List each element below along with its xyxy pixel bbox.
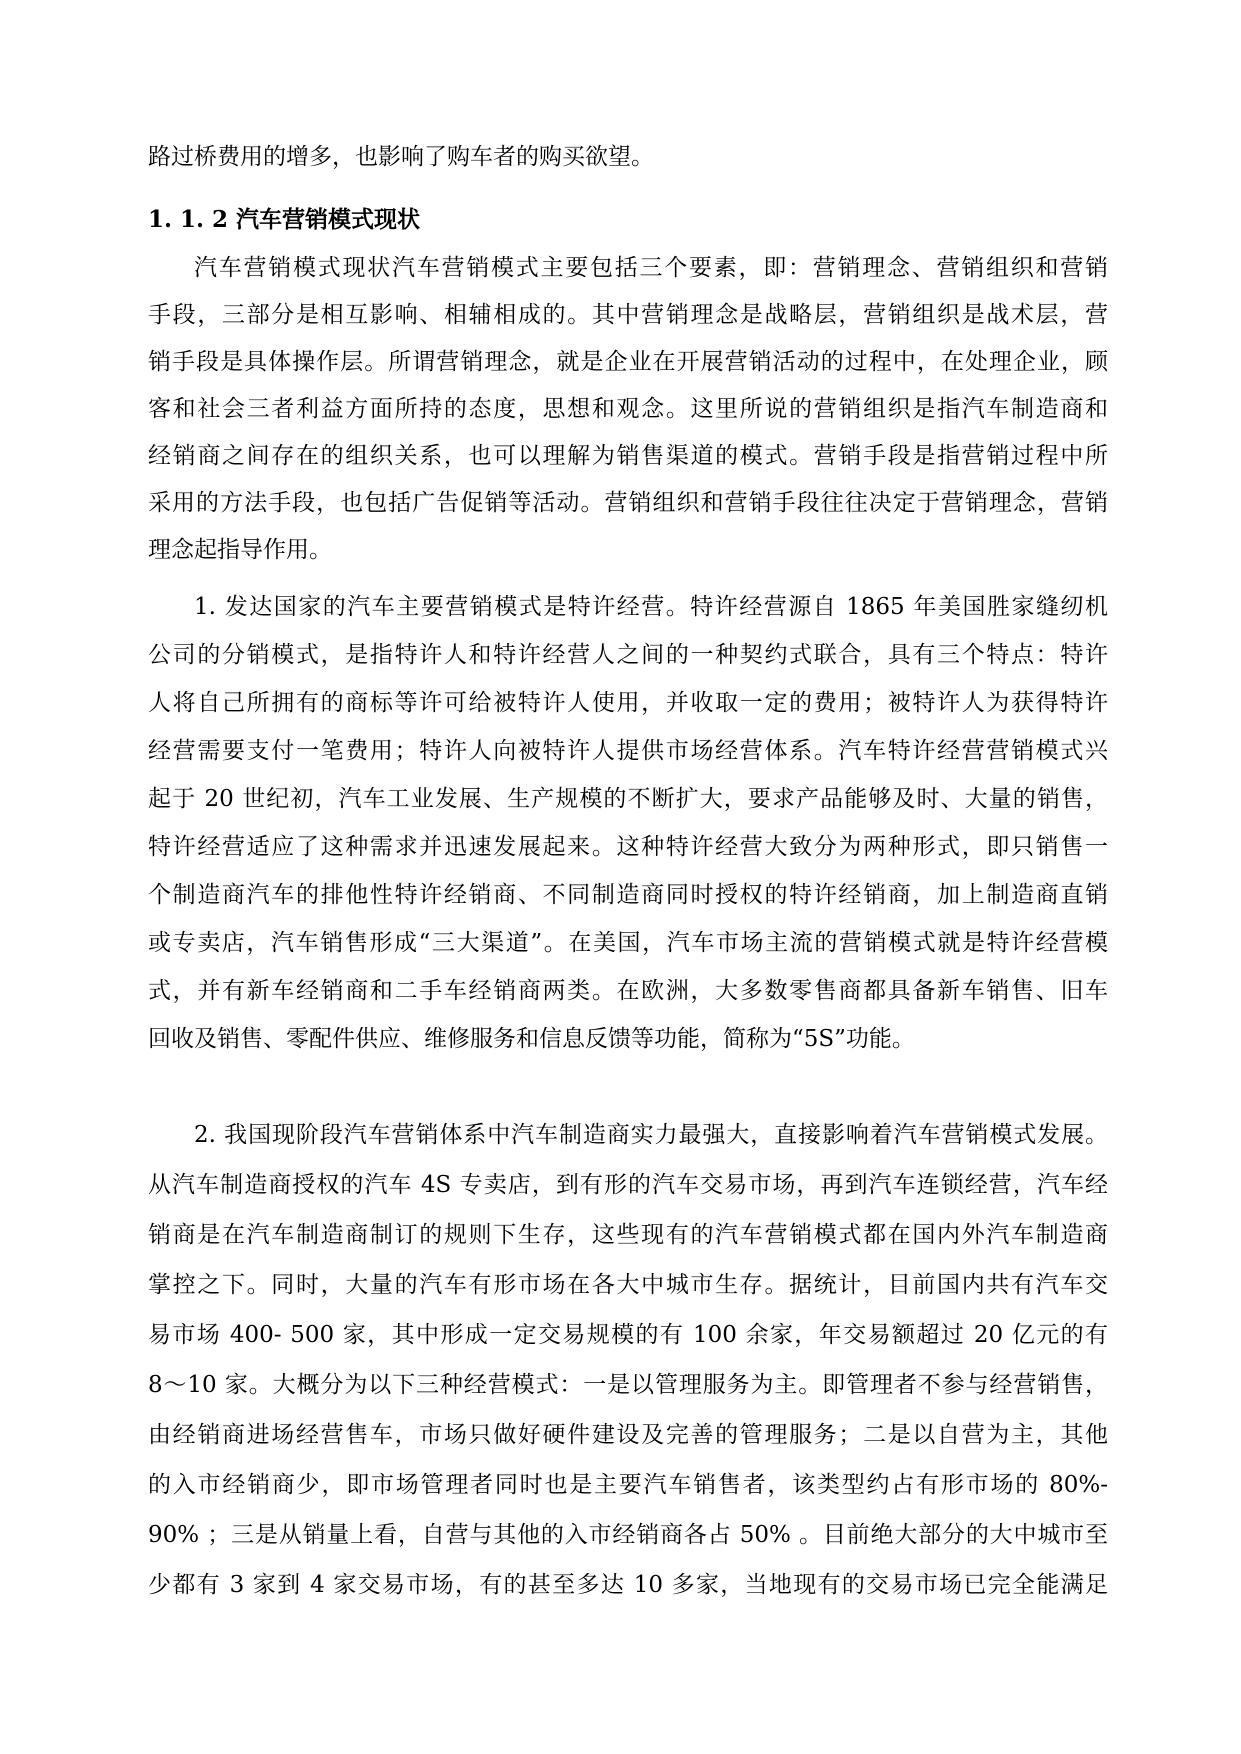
paragraph-line: 少都有 3 家到 4 家交易市场，有的甚至多达 10 多家，当地现有的交易市场已完全能满足 <box>148 1572 1108 1598</box>
paragraph-line: 公司的分销模式，是指特许人和特许经营人之间的一种契约式联合，具有三个特点：特许 <box>148 642 1108 668</box>
paragraph-line: 90% ；三是从销量上看，自营与其他的入市经销商各占 50% 。目前绝大部分的大中城市至 <box>148 1522 1108 1548</box>
paragraph-line: 理念起指导作用。 <box>148 537 332 563</box>
paragraph-line: 手段，三部分是相互影响、相辅相成的。其中营销理念是战略层，营销组织是战术层，营 <box>148 302 1108 328</box>
paragraph-line: 销手段是具体操作层。所谓营销理念，就是企业在开展营销活动的过程中，在处理企业，顾 <box>148 349 1108 375</box>
paragraph-line: 从汽车制造商授权的汽车 4S 专卖店，到有形的汽车交易市场，再到汽车连锁经营，汽车经 <box>148 1172 1108 1198</box>
paragraph-line: 易市场 400- 500 家，其中形成一定交易规模的有 100 余家，年交易额超过 20 亿元的有 <box>148 1322 1108 1348</box>
paragraph-line: 或专卖店，汽车销售形成“三大渠道”。在美国，汽车市场主流的营销模式就是特许经营模 <box>148 930 1108 956</box>
paragraph-line: 起于 20 世纪初，汽车工业发展、生产规模的不断扩大，要求产品能够及时、大量的销售， <box>148 786 1108 812</box>
paragraph-line: 掌控之下。同时，大量的汽车有形市场在各大中城市生存。据统计，目前国内共有汽车交 <box>148 1272 1108 1298</box>
paragraph-line: 汽车营销模式现状汽车营销模式主要包括三个要素，即：营销理念、营销组织和营销 <box>194 255 1108 281</box>
paragraph-line: 个制造商汽车的排他性特许经销商、不同制造商同时授权的特许经销商，加上制造商直销 <box>148 882 1108 908</box>
paragraph-line: 人将自己所拥有的商标等许可给被特许人使用，并收取一定的费用；被特许人为获得特许 <box>148 690 1108 716</box>
paragraph-line: 的入市经销商少，即市场管理者同时也是主要汽车销售者，该类型约占有形市场的 80%- <box>148 1472 1108 1498</box>
paragraph-line: 销商是在汽车制造商制订的规则下生存，这些现有的汽车营销模式都在国内外汽车制造商 <box>148 1222 1108 1248</box>
paragraph-line: 式，并有新车经销商和二手车经销商两类。在欧洲，大多数零售商都具备新车销售、旧车 <box>148 978 1108 1004</box>
paragraph-line: 2. 我国现阶段汽车营销体系中汽车制造商实力最强大，直接影响着汽车营销模式发展。 <box>194 1122 1108 1148</box>
paragraph-line: 经营需要支付一笔费用；特许人向被特许人提供市场经营体系。汽车特许经营营销模式兴 <box>148 738 1108 764</box>
section-heading: 1. 1. 2 汽车营销模式现状 <box>148 206 421 233</box>
paragraph-line: 由经销商进场经营售车，市场只做好硬件建设及完善的管理服务；二是以自营为主，其他 <box>148 1422 1108 1448</box>
paragraph-line: 客和社会三者利益方面所持的态度，思想和观念。这里所说的营销组织是指汽车制造商和 <box>148 396 1108 422</box>
paragraph-line: 1. 发达国家的汽车主要营销模式是特许经营。特许经营源自 1865 年美国胜家缝纫机 <box>194 594 1108 620</box>
paragraph-line: 特许经营适应了这种需求并迅速发展起来。这种特许经营大致分为两种形式，即只销售一 <box>148 834 1108 860</box>
paragraph-line: 回收及销售、零配件供应、维修服务和信息反馈等功能，简称为“5S”功能。 <box>148 1026 915 1052</box>
paragraph-line: 8～10 家。大概分为以下三种经营模式：一是以管理服务为主。即管理者不参与经营销售， <box>148 1372 1108 1398</box>
paragraph-line: 采用的方法手段，也包括广告促销等活动。营销组织和营销手段往往决定于营销理念，营销 <box>148 490 1108 516</box>
paragraph-line: 经销商之间存在的组织关系，也可以理解为销售渠道的模式。营销手段是指营销过程中所 <box>148 443 1108 469</box>
opening-line: 路过桥费用的增多，也影响了购车者的购买欲望。 <box>148 144 654 170</box>
